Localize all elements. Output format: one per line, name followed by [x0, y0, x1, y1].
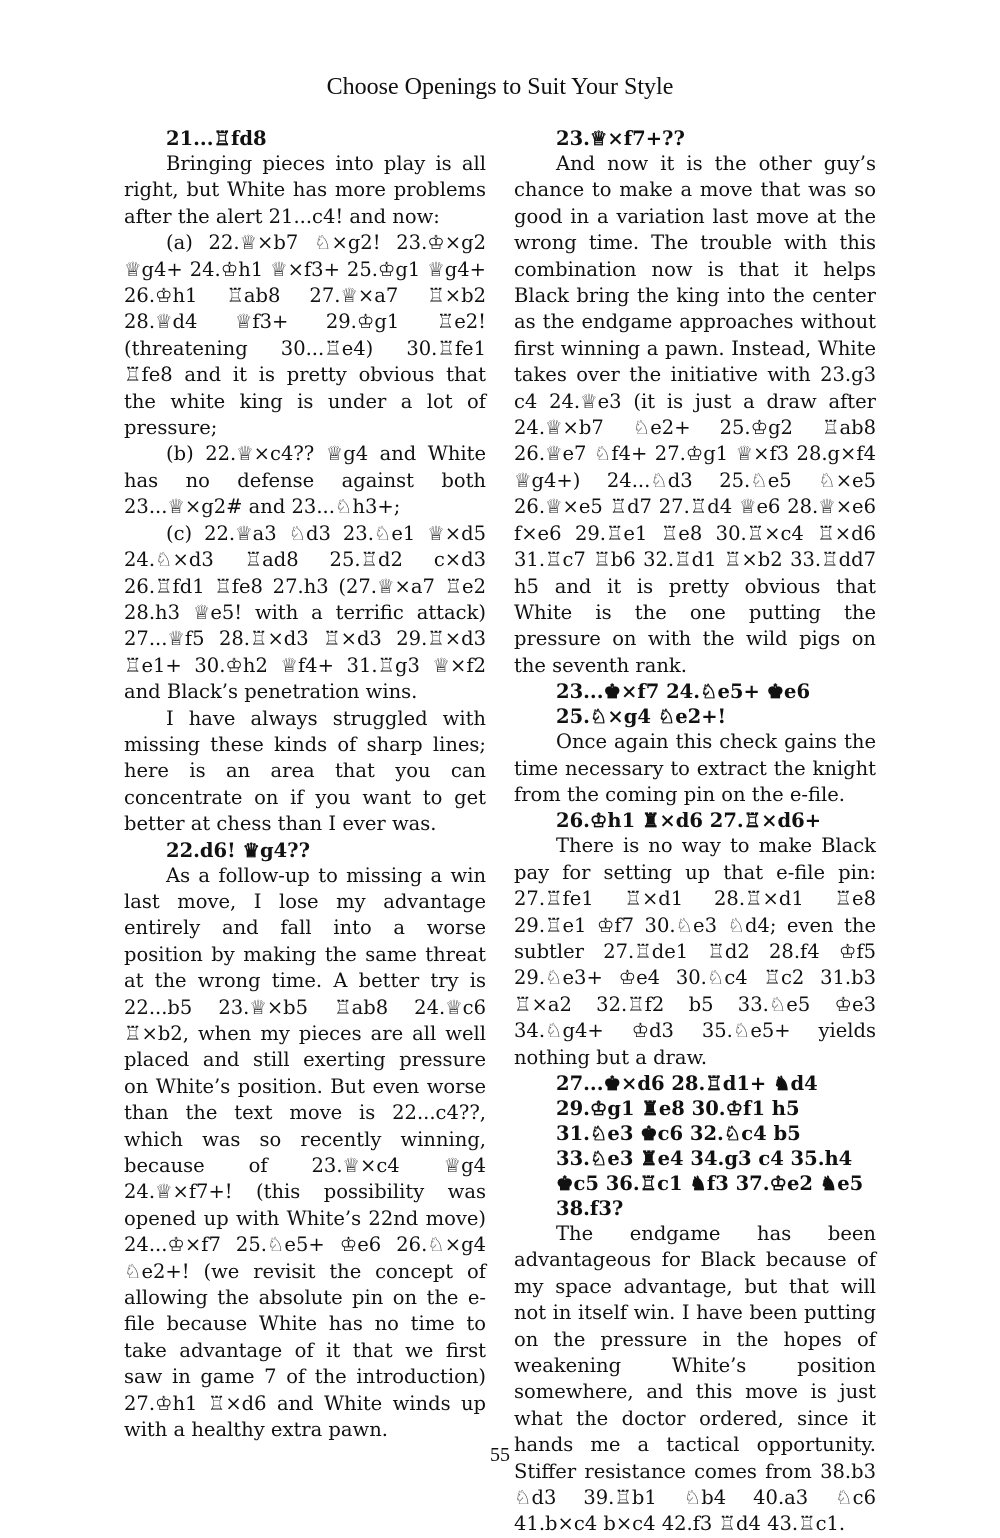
right-column	[514, 126, 876, 1538]
paragraph: There is no way to make Black pay for setting up that e-file pin: 27.♖fe1 ♖×d1 28.♖×d1 ♖e8 29.♖e1 ♔f7 30.♘e3 ♘d4; even the subtler 27.♖de1 ♖d2 28.f4 ♔f5 29.♘e3+ ♔e4 30.♘c4 ♖c2 31.b3 ♖×a2 32.♖f2 b5 33.♘e5 ♔e3 34.♘g4+ ♔d3 35.♘e5+ yields nothing but a draw.	[514, 834, 876, 1069]
move-heading: 23.♕×f7+??	[556, 127, 685, 150]
move-heading: 26.♔h1 ♜×d6 27.♖×d6+	[556, 809, 822, 833]
page-number: 55	[490, 1444, 510, 1466]
paragraph: Bringing pieces into play is all right, but White has more problems after the alert 21...c4! and now:	[124, 152, 486, 228]
paragraph: (a) 22.♕×b7 ♘×g2! 23.♔×g2 ♕g4+ 24.♔h1 ♕×f3+ 25.♔g1 ♕g4+ 26.♔h1 ♖ab8 27.♕×a7 ♖×b2 28.♕d4 ♕f3+ 29.♔g1 ♖e2! (threatening 30...♖e4) 30.♖fe1 ♖fe8 and it is pretty obvious that the white king is under a lot of pressure;	[124, 231, 486, 440]
move-heading: 27...♚×d6 28.♖d1+ ♞d4 29.♔g1 ♜e8 30.♔f1 h5 31.♘e3 ♚c6 32.♘c4 b5 33.♘e3 ♜e4 34.g3 c4 35.h4 ♚c5 36.♖c1 ♞f3 37.♔e2 ♞e5 38.f3?	[556, 1072, 864, 1220]
paragraph: (b) 22.♕×c4?? ♕g4 and White has no defense against both 23...♕×g2# and 23...♘h3+;	[124, 442, 486, 519]
paragraph: Once again this check gains the time necessary to extract the knight from the coming pin on the e-file.	[514, 730, 876, 806]
paragraph: As a follow-up to missing a win last move, I lose my advantage entirely and fall into a worse position by making the same threat at the wrong time. A better try is 22...b5 23.♕×b5 ♖ab8 24.♕c6 ♖×b2, when my pieces are all well placed and still exerting pressure on White’s position. But even worse than the text move is 22...c4??, which was so recently winning, because of 23.♕×c4 ♕g4 24.♕×f7+! (this possibility was opened up with White’s 22nd move) 24...♔×f7 25.♘e5+ ♔e6 26.♘×g4 ♘e2+! (we revisit the concept of allowing the absolute pin on the e-file because White has no time to take advantage of it that we first saw in game 7 of the introduction) 27.♔h1 ♖×d6 and White winds up with a healthy extra pawn.	[124, 863, 486, 1442]
move-heading: 21...♖fd8	[166, 127, 267, 150]
paragraph: I have always struggled with missing these kinds of sharp lines; here is an area that you can concentrate on if you want to get better at chess than I ever was.	[124, 706, 486, 836]
page-title: Choose Openings to Suit Your Style	[326, 74, 674, 100]
move-heading: 23...♚×f7 24.♘e5+ ♚e6 25.♘×g4 ♘e2+!	[556, 680, 811, 729]
paragraph: And now it is the other guy’s chance to make a move that was so good in a variation last move at the wrong time. The trouble with this combination now is that it helps Black bring the king into the center as the endgame approaches without first winning a pawn. Instead, White takes over the initiative with 23.g3 c4 24.♕e3 (it is just a draw after 24.♕×b7 ♘e2+ 25.♔g2 ♖ab8 26.♕e7 ♘f4+ 27.♔g1 ♕×f3 28.g×f4 ♕g4+) 24...♘d3 25.♘e5 ♘×e5 26.♕×e5 ♖d7 27.♖d4 ♕e6 28.♕×e6 f×e6 29.♖e1 ♖e8 30.♖×c4 ♖×d6 31.♖c7 ♖b6 32.♖d1 ♖×b2 33.♖dd7 h5 and it is pretty obvious that White is the one putting the pressure on with the wild pigs on the seventh rank.	[514, 152, 876, 677]
paragraph: (c) 22.♕a3 ♘d3 23.♘e1 ♕×d5 24.♘×d3 ♖ad8 25.♖d2 c×d3 26.♖fd1 ♖fe8 27.h3 (27.♕×a7 ♖e2 28.h3 ♕e5! with a terrific attack) 27...♕f5 28.♖×d3 ♖×d3 29.♖×d3 ♖e1+ 30.♔h2 ♕f4+ 31.♖g3 ♕×f2 and Black’s penetration wins.	[124, 521, 486, 704]
move-heading: 22.d6! ♛g4??	[166, 838, 311, 862]
left-column	[124, 126, 486, 1444]
paragraph: The endgame has been advantageous for Black because of my space advantage, but that will not in itself win. I have been putting on the pressure in the hopes of weakening White’s position somewhere, and this move is just what the doctor ordered, since it hands me a tactical opportunity. Stiffer resistance comes from 38.b3 ♘d3 39.♖b1 ♘b4 40.a3 ♘c6 41.b×c4 b×c4 42.f3 ♖d4 43.♖c1.	[514, 1222, 876, 1536]
